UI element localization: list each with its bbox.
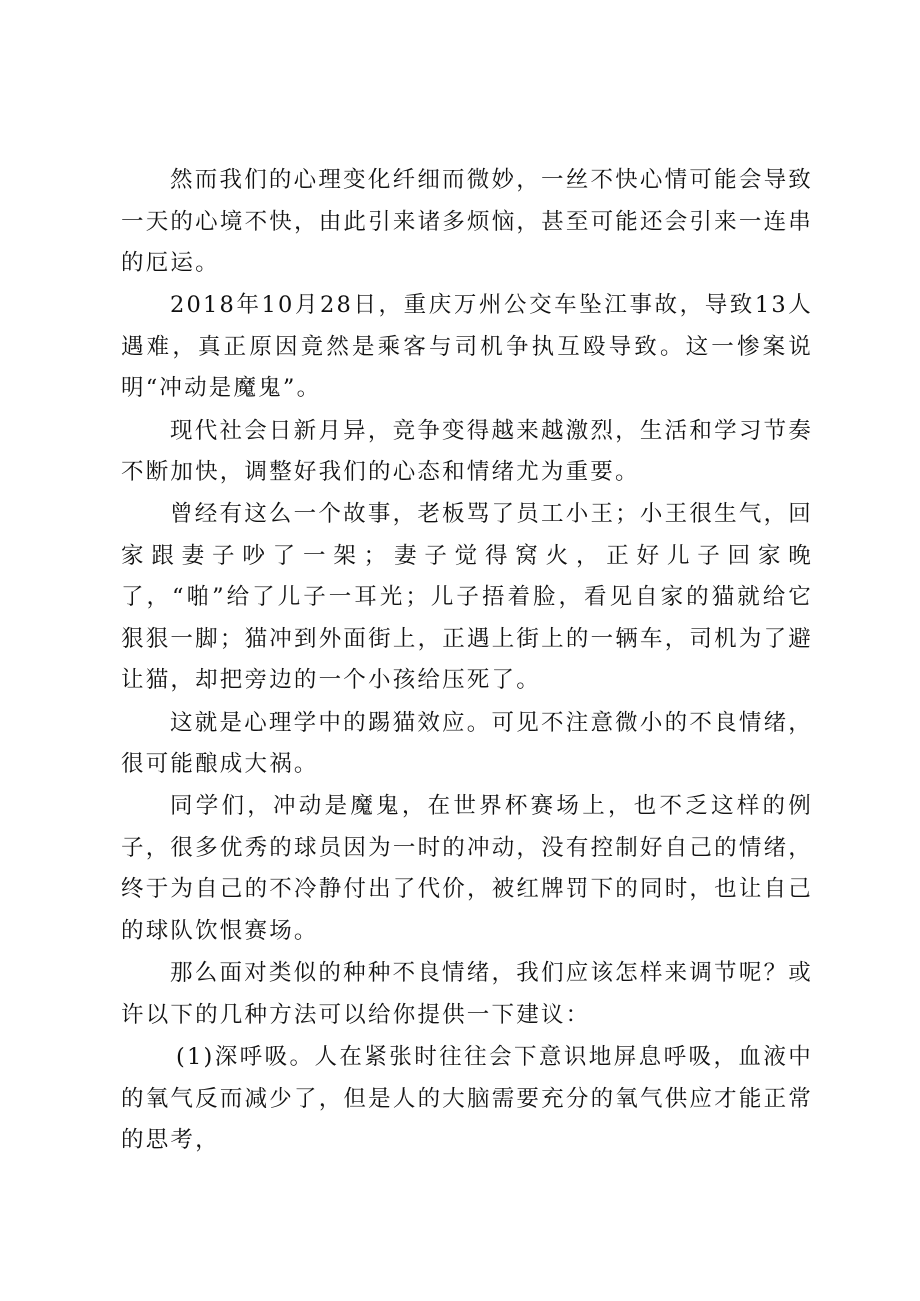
- paragraph-6: 同学们，冲动是魔鬼，在世界杯赛场上，也不乏这样的例子，很多优秀的球员因为一时的冲动，没有控制好自己的情绪，终于为自己的不冷静付出了代价，被红牌罚下的同时，也让自己的球队饮恨赛场。: [121, 793, 813, 944]
- paragraph-7: 那么面对类似的种种不良情绪，我们应该怎样来调节呢？或许以下的几种方法可以给你提供一下建议：: [121, 960, 813, 1028]
- paragraph-5: 这就是心理学中的踢猫效应。可见不注意微小的不良情绪，很可能酿成大祸。: [121, 709, 813, 778]
- paragraph-8: (1)深呼吸。人在紧张时往往会下意识地屏息呼吸，血液中的氧气反而减少了，但是人的大脑需要充分的氧气供应才能正常的思考，: [121, 1044, 813, 1154]
- document-body: [121, 160, 813, 1162]
- paragraph-1: 然而我们的心理变化纤细而微妙，一丝不快心情可能会导致一天的心境不快，由此引来诸多烦恼，甚至可能还会引来一连串的厄运。: [121, 167, 813, 276]
- paragraph-2: 2018年10月28日，重庆万州公交车坠江事故，导致13人遇难，真正原因竟然是乘客与司机争执互殴导致。这一惨案说明“冲动是魔鬼”。: [121, 292, 813, 402]
- paragraph-4: 曾经有这么一个故事，老板骂了员工小王；小王很生气，回家跟妻子吵了一架；妻子觉得窝火，正好儿子回家晚了，“啪”给了儿子一耳光；儿子捂着脸，看见自家的猫就给它狠狠一脚；猫冲到外面街上，正遇上街上的一辆车，司机为了避让猫，却把旁边的一个小孩给压死了。: [121, 501, 813, 694]
- paragraph-3: 现代社会日新月异，竞争变得越来越激烈，生活和学习节奏不断加快，调整好我们的心态和情绪尤为重要。: [121, 417, 813, 486]
